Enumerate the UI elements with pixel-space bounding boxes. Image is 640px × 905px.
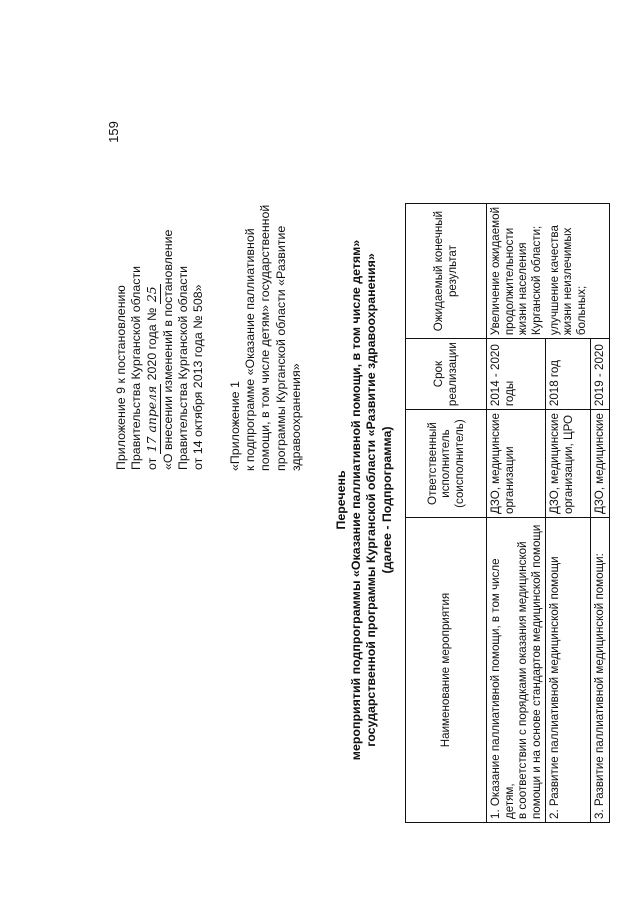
row-result-line: продолжительности <box>502 227 516 336</box>
appendix-9-block <box>114 230 206 470</box>
row-term-line: 2014 - 2020 <box>489 344 502 407</box>
row-executor-line: организации <box>502 446 516 514</box>
row-term-line: 2018 год <box>548 360 562 407</box>
row-result-line: Увеличение ожидаемой <box>489 206 502 336</box>
header-executor-line: (соисполнитель) <box>452 419 466 508</box>
header-executor <box>406 410 487 518</box>
row-term-cell <box>487 339 546 410</box>
appendix-1-line: «Приложение 1 <box>228 381 242 471</box>
row-result-line: жизни населения <box>516 242 530 336</box>
row-name-line: 2. Развитие паллиативной медицинской помощи <box>548 556 562 819</box>
header-result-line: результат <box>446 245 459 298</box>
row-executor-line: организации, ЦРО <box>561 414 575 514</box>
header-result-line: Ожидаемый конечный <box>432 210 446 332</box>
appendix-9-date-mid: 2020 года № <box>145 307 160 381</box>
row-name-cell <box>591 518 610 823</box>
header-term-line: Срок <box>432 360 446 388</box>
header-term-line: реализации <box>446 342 459 407</box>
row-executor-cell <box>487 410 546 518</box>
row-term-cell <box>546 339 591 410</box>
row-result-cell <box>546 203 591 338</box>
appendix-9-line: Приложение 9 к постановлению <box>114 285 128 470</box>
table-row <box>546 203 591 822</box>
row-name-line: 3. Развитие паллиативной медицинской помощи: <box>593 553 607 819</box>
row-term-line: 2019 - 2020 <box>593 344 607 407</box>
row-executor-line: ДЗО, медицинские <box>548 413 562 514</box>
document-title <box>334 190 395 810</box>
row-executor-cell <box>546 410 591 518</box>
row-result-line: улучшение качества <box>547 225 561 336</box>
table-header-row <box>406 203 487 822</box>
table-row <box>591 203 610 822</box>
row-name-cell <box>487 518 546 823</box>
row-name-line: детям, <box>502 783 516 819</box>
header-executor-line: Ответственный <box>425 422 439 505</box>
appendix-9-line: от 14 октября 2013 года № 508» <box>191 284 206 470</box>
row-name-line: 1. Оказание паллиативной помощи, в том числе <box>489 558 502 819</box>
row-result-cell <box>591 203 610 338</box>
row-result-line: больных; <box>575 285 589 336</box>
appendix-9-line: Правительства Курганской области <box>129 265 144 470</box>
row-name-line: помощи и на основе стандартов медицинской помощи <box>529 524 543 819</box>
row-result-line: Курганской области; <box>529 225 543 336</box>
row-result-cell <box>487 203 546 338</box>
header-result <box>406 203 487 338</box>
title-line: Перечень <box>334 470 348 530</box>
handwritten-date: 17 апреля <box>144 385 160 453</box>
appendix-1-line: к подпрограмме «Оказание паллиативной <box>243 228 258 471</box>
appendix-1-block <box>228 205 304 471</box>
row-term-cell <box>591 339 610 410</box>
appendix-9-line: Правительства Курганской области <box>175 265 190 470</box>
title-line: (далее - Подпрограмма) <box>379 426 394 574</box>
appendix-1-line: программы Курганской области «Развитие <box>273 225 288 471</box>
row-executor-line: ДЗО, медицинские <box>489 413 502 514</box>
table-row <box>487 203 546 822</box>
title-line: мероприятий подпрограммы «Оказание паллиативной помощи, в том числе детям» <box>349 239 364 761</box>
page-number: 159 <box>106 121 121 143</box>
row-term-line: годы <box>502 380 516 407</box>
measures-table <box>405 203 610 823</box>
row-name-cell <box>546 518 591 823</box>
appendix-1-line: помощи, в том числе детям» государственной <box>258 204 273 471</box>
title-line: государственной программы Курганской области «Развитие здравоохранения» <box>364 253 379 747</box>
appendix-9-date-prefix: от <box>145 457 160 470</box>
handwritten-number: 25 <box>144 286 160 303</box>
appendix-9-line: «О внесении изменений в постановление <box>160 229 175 470</box>
header-term <box>406 339 487 410</box>
header-executor-line: исполнитель <box>439 429 453 498</box>
appendix-9-date-line <box>144 230 160 470</box>
row-name-line: в соответствии с порядками оказания медицинской <box>516 541 530 819</box>
appendix-1-line: здравоохранения» <box>288 363 303 471</box>
row-result-line: жизни неизлечимых <box>561 227 575 336</box>
row-executor-line: ДЗО, медицинские <box>593 413 607 514</box>
header-name: Наименование мероприятия <box>406 518 487 823</box>
row-executor-cell <box>591 410 610 518</box>
